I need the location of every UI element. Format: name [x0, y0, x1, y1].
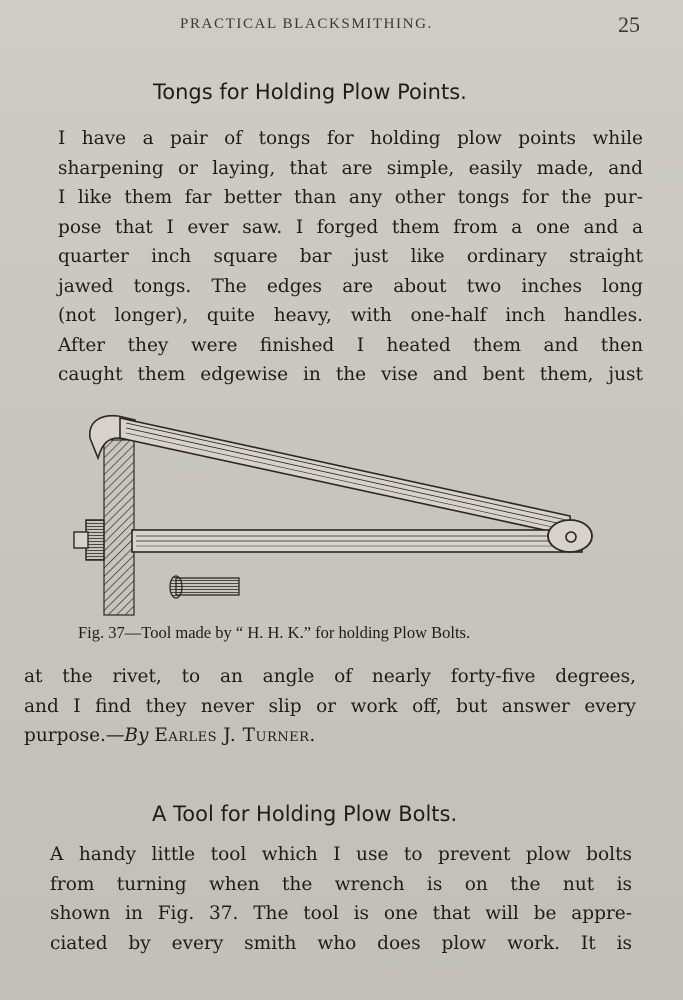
paragraph-continuation [24, 662, 636, 751]
paragraph-plow-bolts [20, 840, 632, 958]
running-title: PRACTICAL BLACKSMITHING. [180, 16, 433, 32]
byline-line [24, 721, 636, 751]
author-name: Earles J. Turner. [154, 725, 316, 746]
section-title-tongs: Tongs for Holding Plow Points. [153, 80, 467, 104]
text-line: sharpening or laying, that are simple, easily made, and [58, 157, 643, 179]
text-line: from turning when the wrench is on the nut is [50, 873, 632, 895]
text-line: jawed tongs. The edges are about two inches long [58, 275, 643, 297]
paragraph-tongs [28, 124, 643, 390]
page-number: 25 [618, 12, 640, 37]
text-line: quarter inch square bar just like ordinary straight [58, 246, 643, 267]
text-line: I like them far better than any other tongs for the pur- [58, 187, 643, 208]
text-line: (not longer), quite heavy, with one-half inch handles. [58, 305, 643, 326]
byline-by: By [124, 725, 149, 746]
text-line: purpose.— [24, 725, 125, 746]
text-line: at the rivet, to an angle of nearly forty-five degrees, [24, 666, 636, 687]
text-line: After they were finished I heated them and then [58, 334, 643, 356]
text-line: I have a pair of tongs for holding plow points while [58, 128, 643, 149]
text-line: pose that I ever saw. I forged them from a one and a [58, 216, 643, 238]
section-title-plow-bolts: A Tool for Holding Plow Bolts. [152, 802, 458, 826]
text-line: and I find they never slip or work off, but answer every [24, 695, 636, 717]
running-header [0, 14, 683, 42]
figure-caption: Fig. 37—Tool made by “ H. H. K.” for holding Plow Bolts. [78, 623, 471, 642]
text-line: caught them edgewise in the vise and bent them, just [58, 364, 643, 385]
text-line: ciated by every smith who does plow work. It is [50, 932, 632, 954]
text-line: shown in Fig. 37. The tool is one that will be appre- [50, 903, 632, 924]
figure-37-illustration [60, 408, 620, 618]
text-line: A handy little tool which I use to prevent plow bolts [50, 844, 632, 865]
